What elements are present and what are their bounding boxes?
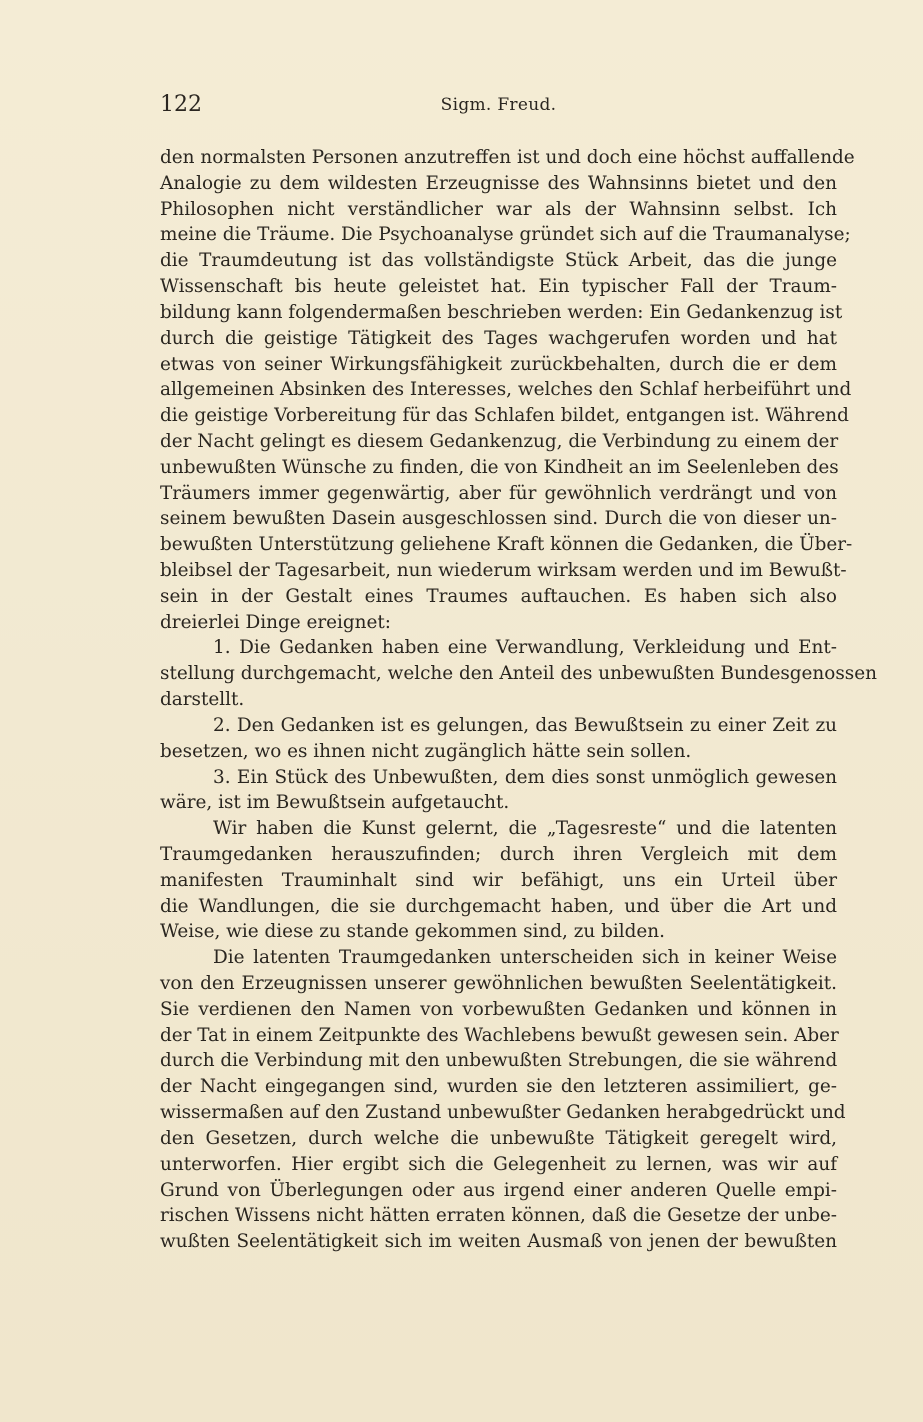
- text-line: sein in der Gestalt eines Traumes auftauchen. Es haben sich also: [160, 585, 837, 607]
- text-line: bildung kann folgendermaßen beschrieben werden: Ein Gedankenzug ist: [160, 301, 843, 323]
- text-line: den normalsten Personen anzutreffen ist und doch eine höchst auffallende: [160, 147, 855, 168]
- text-line: Traumgedanken herauszufinden; durch ihren Vergleich mit dem: [160, 843, 837, 865]
- text-line: etwas von seiner Wirkungsfähigkeit zurückbehalten, durch die er dem: [160, 353, 837, 375]
- text-line: Sie verdienen den Namen von vorbewußten Gedanken und können in: [160, 998, 837, 1020]
- paragraph-start-line: Die latenten Traumgedanken unterscheiden sich in keiner Weise: [213, 947, 837, 969]
- text-line: die geistige Vorbereitung für das Schlafen bildet, entgangen ist. Während: [160, 405, 849, 427]
- text-line: Grund von Überlegungen oder aus irgend einer anderen Quelle empi-: [160, 1179, 837, 1201]
- text-line: stellung durchgemacht, welche den Anteil des unbewußten Bundesgenossen: [160, 663, 877, 685]
- text-line: der Nacht gelingt es diesem Gedankenzug, die Verbindung zu einem der: [160, 430, 839, 452]
- text-line: die Wandlungen, die sie durchgemacht haben, und über die Art und: [160, 895, 837, 917]
- running-head: Sigm. Freud.: [440, 95, 557, 115]
- paragraph-start-line: Wir haben die Kunst gelernt, die „Tagesreste“ und die latenten: [213, 818, 837, 840]
- list-item-line: 1. Die Gedanken haben eine Verwandlung, Verkleidung und Ent-: [213, 637, 837, 659]
- text-line: seinem bewußten Dasein ausgeschlossen sind. Durch die von dieser un-: [160, 508, 837, 530]
- list-item-line: 3. Ein Stück des Unbewußten, dem dies sonst unmöglich gewesen: [213, 766, 837, 788]
- text-line: Weise, wie diese zu stande gekommen sind, zu bilden.: [160, 921, 665, 943]
- text-line: von den Erzeugnissen unserer gewöhnlichen bewußten Seelentätigkeit.: [160, 973, 837, 994]
- text-line: durch die geistige Tätigkeit des Tages wachgerufen worden und hat: [160, 327, 837, 349]
- text-line: besetzen, wo es ihnen nicht zugänglich hätte sein sollen.: [160, 740, 692, 762]
- text-line: manifesten Trauminhalt sind wir befähigt, uns ein Urteil über: [160, 869, 837, 891]
- text-line: bewußten Unterstützung geliehene Kraft können die Gedanken, die Über-: [160, 534, 853, 556]
- text-line: rischen Wissens nicht hätten erraten können, daß die Gesetze der unbe-: [160, 1205, 837, 1227]
- text-line: unbewußten Wünsche zu finden, die von Kindheit an im Seelenleben des: [160, 456, 839, 478]
- text-line: allgemeinen Absinken des Interesses, welches den Schlaf herbeiführt und: [160, 379, 852, 401]
- text-line: Träumers immer gegenwärtig, aber für gewöhnlich verdrängt und von: [160, 482, 837, 504]
- list-item-line: 2. Den Gedanken ist es gelungen, das Bewußtsein zu einer Zeit zu: [213, 714, 837, 736]
- text-line: wäre, ist im Bewußtsein aufgetaucht.: [160, 792, 510, 814]
- page-number: 122: [160, 92, 202, 117]
- body-text: [160, 145, 877, 1255]
- text-line: wissermaßen auf den Zustand unbewußter Gedanken herabgedrückt und: [160, 1102, 846, 1124]
- page-header: [160, 92, 837, 122]
- text-line: dreierlei Dinge ereignet:: [160, 611, 391, 633]
- text-line: Philosophen nicht verständlicher war als der Wahnsinn selbst. Ich: [160, 198, 837, 220]
- text-line: darstellt.: [160, 689, 245, 711]
- text-line: die Traumdeutung ist das vollständigste Stück Arbeit, das die junge: [160, 250, 837, 272]
- text-line: Analogie zu dem wildesten Erzeugnisse des Wahnsinns bietet und den: [160, 172, 837, 194]
- text-line: der Nacht eingegangen sind, wurden sie den letzteren assimiliert, ge-: [160, 1076, 837, 1098]
- text-line: Wissenschaft bis heute geleistet hat. Ein typischer Fall der Traum-: [160, 276, 837, 298]
- text-line: den Gesetzen, durch welche die unbewußte Tätigkeit geregelt wird,: [160, 1127, 837, 1149]
- text-line: durch die Verbindung mit den unbewußten Strebungen, die sie während: [160, 1050, 838, 1072]
- text-line: unterworfen. Hier ergibt sich die Gelegenheit zu lernen, was wir auf: [160, 1153, 837, 1175]
- text-line: der Tat in einem Zeitpunkte des Wachlebens bewußt gewesen sein. Aber: [160, 1024, 839, 1046]
- text-line: meine die Träume. Die Psychoanalyse gründet sich auf die Traumanalyse;: [160, 224, 851, 246]
- text-line: bleibsel der Tagesarbeit, nun wiederum wirksam werden und im Bewußt-: [160, 560, 847, 581]
- text-line: wußten Seelentätigkeit sich im weiten Ausmaß von jenen der bewußten: [160, 1231, 837, 1253]
